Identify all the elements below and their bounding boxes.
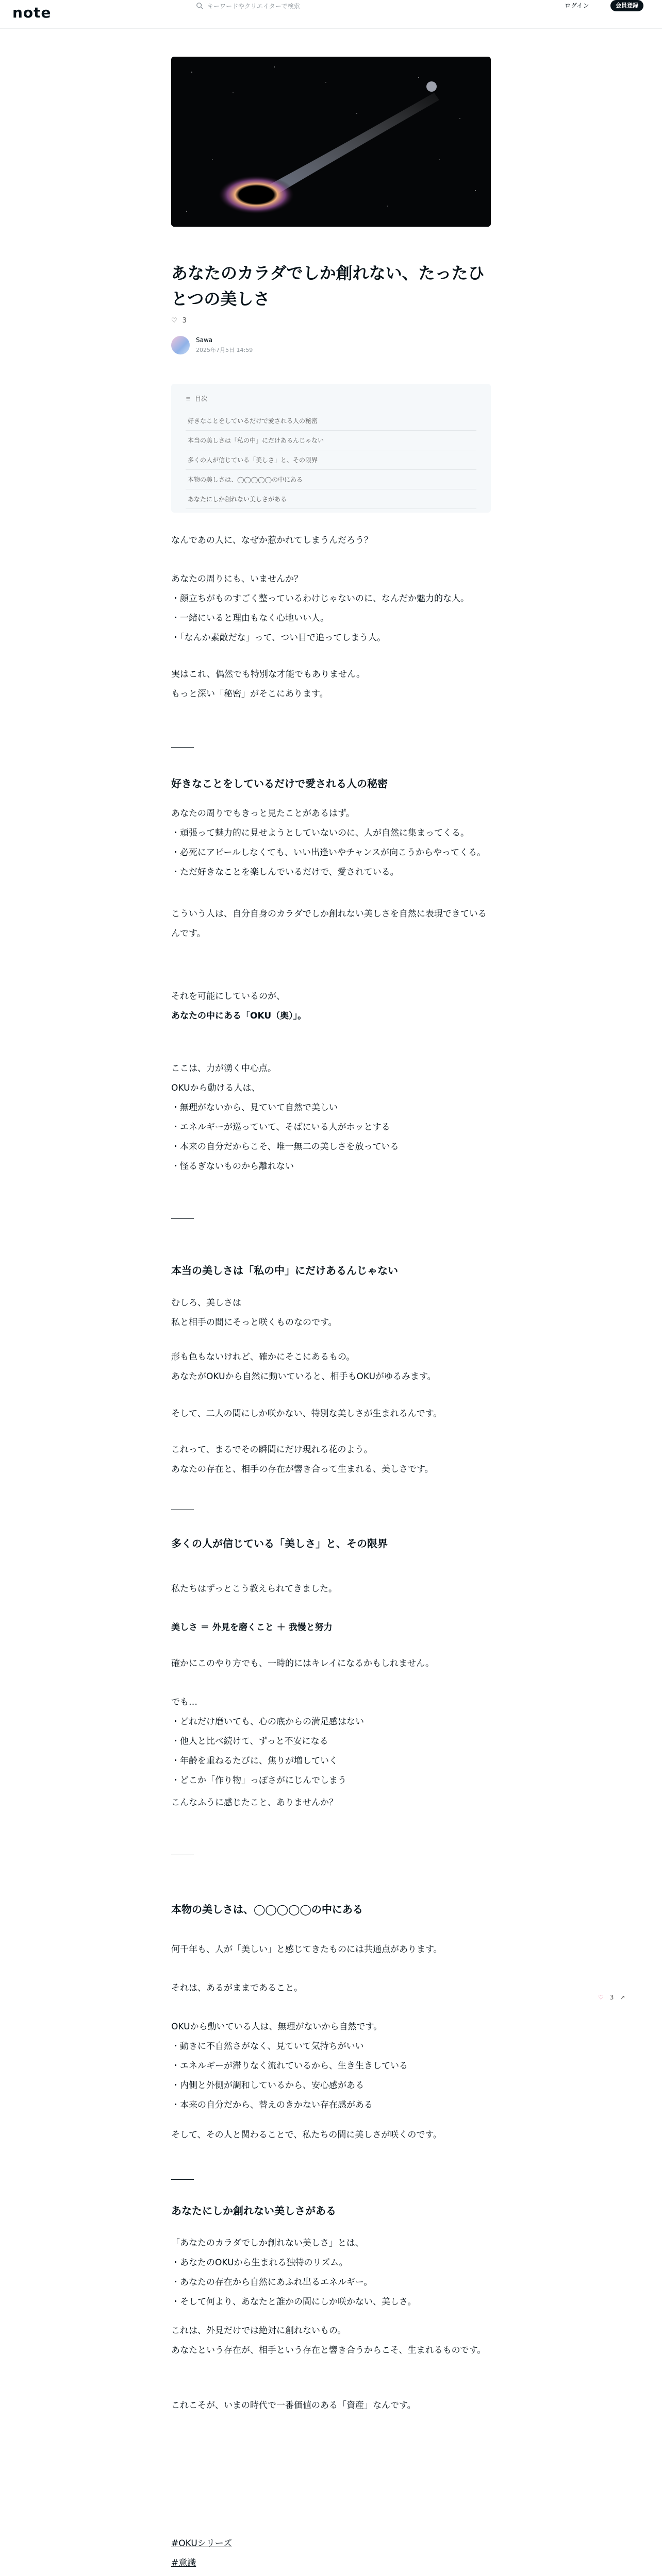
article-title: あなたのカラダでしか創れない、たったひとつの美しさ bbox=[171, 263, 485, 309]
hashtag-link[interactable]: #意識 bbox=[171, 2558, 196, 2568]
section-heading: 本当の美しさは「私の中」にだけあるんじゃない bbox=[171, 1264, 398, 1277]
toc-item[interactable]: 本当の美しさは「私の中」にだけあるんじゃない bbox=[186, 431, 476, 450]
paragraph: むしろ、美しさは 私と相手の間にそっと咲くものなのです。 bbox=[171, 1298, 337, 1328]
toc-item[interactable]: あなたにしか創れない美しさがある bbox=[186, 489, 476, 509]
paragraph: 形も色もないけれど、確かにそこにあるもの。 あなたがOKUから自然に動いていると、相手もOKUがゆるみます。 bbox=[171, 1352, 436, 1382]
like-row-top bbox=[171, 317, 491, 325]
floating-actions bbox=[598, 1994, 625, 2001]
author-name[interactable]: Sawa bbox=[196, 336, 213, 344]
divider bbox=[171, 1218, 194, 1219]
paragraph: OKUから動いている人は、無理がないから自然です。 ・動きに不自然さがなく、見ていて気持ちがいい ・エネルギーが滞りなく流れているから、生き生きしている ・内側と外側が調和しているから、安心感がある ・本来の自分だから、替えのきかない存在感がある bbox=[171, 2022, 408, 2110]
section-heading: 好きなことをしているだけで愛される人の秘密 bbox=[171, 777, 388, 790]
paragraph: ここは、力が湧く中心点。 OKUから動ける人は、 ・無理がないから、見ていて自然で美しい ・エネルギーが巡っていて、そばにいる人がホッとする ・本来の自分だからこそ、唯一無二の美しさを放っている ・怪るぎないものから離れない bbox=[171, 1063, 399, 1172]
formula: 美しさ ＝ 外見を磨くこと ＋ 我慢と努力 bbox=[171, 1622, 333, 1633]
eyecatch-image bbox=[171, 57, 491, 227]
signup-button[interactable]: 会員登録 bbox=[610, 0, 643, 11]
toc-item[interactable]: 多くの人が信じている「美しさ」と、その限界 bbox=[186, 450, 476, 470]
heart-icon[interactable]: ♡ bbox=[598, 1994, 604, 2001]
like-count: 3 bbox=[182, 317, 187, 325]
paragraph: こんなふうに感じたこと、ありませんか？ bbox=[171, 1798, 338, 1808]
paragraph: そして、その人と関わることで、私たちの間に美しさが咲くのです。 bbox=[171, 2130, 442, 2140]
hashtag-list bbox=[171, 2534, 275, 2576]
section-heading: 多くの人が信じている「美しさ」と、その限界 bbox=[171, 1537, 388, 1550]
paragraph: そして、二人の間にしか咲かない、特別な美しさが生まれるんです。 bbox=[171, 1409, 442, 1419]
paragraph: これは、外見だけでは絶対に創れないもの。 あなたという存在が、相手という存在と響き合うからこそ、生まれるものです。 bbox=[171, 2326, 486, 2355]
divider bbox=[171, 747, 194, 748]
toc-item[interactable]: 本物の美しさは、◯◯◯◯◯の中にある bbox=[186, 470, 476, 489]
hashtag-link[interactable] bbox=[171, 2573, 275, 2576]
search-icon bbox=[196, 2, 203, 9]
like-count: 3 bbox=[609, 1994, 614, 2001]
paragraph: 何千年も、人が「美しい」と感じてきたものには共通点があります。 bbox=[171, 1944, 442, 1955]
paragraph: なんであの人に、なぜか惹かれてしまうんだろう？ bbox=[171, 535, 373, 546]
paragraph: これって、まるでその瞬間にだけ現れる花のよう。 あなたの存在と、相手の存在が響き合って生まれる、美しさです。 bbox=[171, 1445, 434, 1475]
paragraph: これこそが、いまの時代で一番価値のある「資産」なんです。 bbox=[171, 2400, 416, 2411]
section-heading: あなたにしか創れない美しさがある bbox=[171, 2205, 336, 2217]
section-heading: 本物の美しさは、◯◯◯◯◯の中にある bbox=[171, 1903, 363, 1916]
search-placeholder: キーワードやクリエイターで検索 bbox=[207, 2, 300, 10]
author-info bbox=[171, 336, 491, 354]
paragraph: でも… ・どれだけ磨いても、心の底からの満足感はない ・他人と比べ続けて、ずっと不安になる ・年齢を重ねるたびに、焦りが増していく ・どこか「作り物」っぽさがにじんでしまう bbox=[171, 1697, 364, 1786]
login-link[interactable]: ログイン bbox=[565, 2, 589, 9]
paragraph: 確かにこのやり方でも、一時的にはキレイになるかもしれません。 bbox=[171, 1658, 434, 1669]
toc-heading[interactable]: ≡ 目次 bbox=[186, 395, 208, 402]
toc-item[interactable]: 好きなことをしているだけで愛される人の秘密 bbox=[186, 411, 476, 431]
share-icon[interactable]: ↗ bbox=[620, 1994, 625, 2001]
hashtag-link[interactable]: #OKUシリーズ bbox=[171, 2538, 232, 2549]
paragraph: あなたの周りでもきっと見たことがあるはず。 ・頑張って魅力的に見せようとしていないのに、人が自然に集まってくる。 ・必死にアピールしなくても、いい出逢いやチャンスが向こうからやってくる。 ・ただ好きなことを楽しんでいるだけで、愛されている。 bbox=[171, 808, 486, 877]
paragraph: あなたの周りにも、いませんか？ ・顔立ちがものすごく整っているわけじゃないのに、なんだか魅力的な人。 ・一緒にいると理由もなく心地いい人。 ・「なんか素敵だな」って、つい目で追ってしまう人。 bbox=[171, 574, 469, 643]
heart-icon[interactable]: ♡ bbox=[171, 317, 177, 325]
site-header bbox=[0, 0, 662, 29]
paragraph: こういう人は、自分自身のカラダでしか創れない美しさを自然に表現できているんです。 bbox=[171, 909, 487, 939]
table-of-contents bbox=[171, 384, 491, 513]
paragraph: 「あなたのカラダでしか創れない美しさ」とは、 ・あなたのOKUから生まれる独特のリズム。 ・あなたの存在から自然にあふれ出るエネルギー。 ・そして何より、あなたと誰かの間にしか咲かない、美しさ。 bbox=[171, 2238, 417, 2307]
note-logo[interactable]: note bbox=[12, 4, 52, 21]
paragraph: 実はこれ、偶然でも特別な才能でもありません。 もっと深い「秘密」がそこにあります。 bbox=[171, 669, 366, 699]
list-icon: ≡ bbox=[186, 395, 191, 402]
avatar[interactable] bbox=[171, 336, 190, 354]
divider bbox=[171, 2179, 194, 2180]
search-input[interactable] bbox=[196, 0, 371, 11]
paragraph: それを可能にしているのが、 あなたの中にある「OKU（奥）」。 bbox=[171, 991, 307, 1021]
publish-date: 2025年7月5日 14:59 bbox=[196, 347, 253, 353]
paragraph: 私たちはずっとこう教えられてきました。 bbox=[171, 1584, 337, 1594]
paragraph: それは、あるがままであること。 bbox=[171, 1983, 303, 1993]
